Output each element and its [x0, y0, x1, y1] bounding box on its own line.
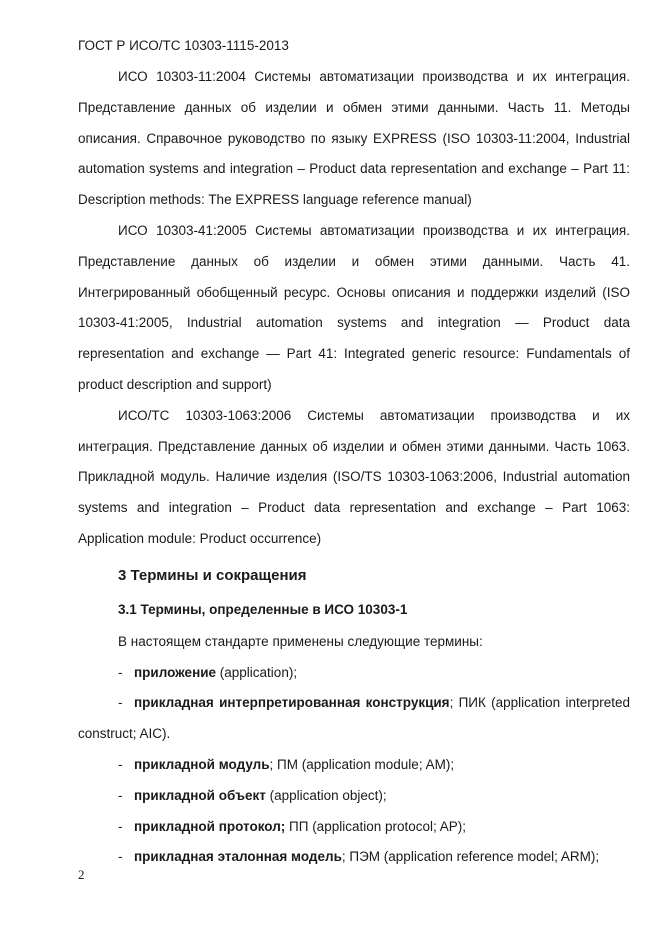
terms-intro: В настоящем стандарте применены следующие термины: — [118, 633, 483, 649]
term-item — [78, 812, 630, 843]
bullet-dash: - — [118, 695, 123, 711]
term-name: прикладная эталонная модель — [134, 849, 342, 865]
document-header: ГОСТ Р ИСО/ТС 10303-1115-2013 — [78, 38, 289, 53]
bullet-dash: - — [118, 756, 123, 772]
page-number: 2 — [78, 867, 85, 882]
bullet-dash: - — [118, 664, 123, 680]
term-item — [78, 842, 630, 873]
term-item — [78, 750, 630, 781]
term-item — [78, 781, 630, 812]
document-body — [78, 62, 630, 873]
normative-reference: ИСО/ТС 10303-1063:2006 Системы автоматизации производства и их интеграция. Представление данных об изделии и обмен этими данными. Часть 1063. Прикладной модуль. Наличие изделия (ISO/TS 10303-1063:2006, Industrial automation systems and integration – Product data representation and exchange – Part 1063: Application module: Product occurrence) — [78, 407, 630, 546]
term-name: прикладной объект — [134, 787, 266, 803]
term-description: (application object); — [265, 787, 387, 803]
term-item — [78, 688, 630, 750]
normative-reference: ИСО 10303-11:2004 Системы автоматизации производства и их интеграция. Представление данных об изделии и обмен этими данными. Часть 11. Методы описания. Справочное руководство по языку EXPRESS (ISO 10303-11:2004, Industrial automation systems and integration – Product data representation and exchange – Part 11: Description methods: The EXPRESS language reference manual) — [78, 69, 630, 208]
terms-list — [78, 658, 630, 874]
term-name: прикладной протокол; — [134, 818, 286, 834]
bullet-dash: - — [118, 818, 123, 834]
term-description: ; ПЭМ (application reference model; ARM); — [341, 849, 600, 865]
term-description: (application); — [216, 664, 298, 680]
term-name: прикладная интерпретированная конструкция — [134, 695, 450, 711]
normative-reference: ИСО 10303-41:2005 Системы автоматизации производства и их интеграция. Представление данных об изделии и обмен этими данными. Часть 41. Интегрированный обобщенный ресурс. Основы описания и поддержки изделий (ISO 10303-41:2005, Industrial automation systems and integration — Product data representation and exchange — Part 41: Integrated generic resource: Fundamentals of product description and support) — [78, 222, 630, 392]
term-item — [78, 658, 630, 689]
term-description: ; ПМ (application module; AM); — [269, 756, 455, 772]
bullet-dash: - — [118, 787, 123, 803]
section-title: 3 Термины и сокращения — [118, 566, 307, 584]
bullet-dash: - — [118, 849, 123, 865]
term-name: приложение — [134, 664, 217, 680]
term-name: прикладной модуль — [134, 756, 270, 772]
term-description: ; ПИК (application interpreted construct; AIC). — [78, 695, 631, 742]
subsection-title: 3.1 Термины, определенные в ИСО 10303-1 — [118, 601, 408, 617]
term-description: ПП (application protocol; AP); — [285, 818, 467, 834]
